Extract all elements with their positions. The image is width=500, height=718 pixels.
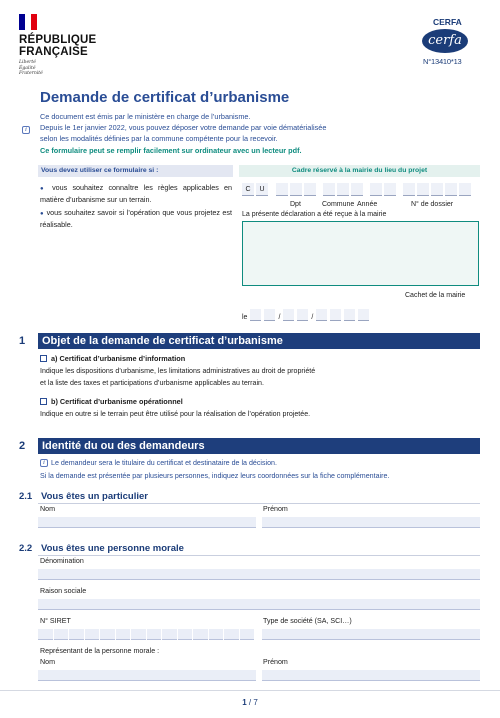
prenom-field[interactable]: [262, 517, 480, 528]
label-dossier: N° de dossier: [411, 201, 454, 208]
republic-line-1: RÉPUBLIQUE: [19, 34, 97, 46]
stamp-label: Cachet de la mairie: [405, 292, 466, 299]
date-cell[interactable]: [330, 309, 341, 321]
dpt-cell[interactable]: [276, 183, 288, 196]
siret-digit-cell[interactable]: [162, 629, 177, 640]
siret-digit-cell[interactable]: [147, 629, 162, 640]
usage-bullet-1-text: vous souhaitez connaître les règles applicables en matière d’urbanisme sur un terrain.: [40, 183, 232, 204]
annee-cell[interactable]: [384, 183, 396, 196]
republic-motto: [19, 60, 43, 77]
siret-digit-cell[interactable]: [54, 629, 69, 640]
representant-prenom-label: Prénom: [263, 658, 288, 666]
siret-label: N° SIRET: [40, 617, 71, 625]
prenom-label: Prénom: [263, 505, 288, 513]
subsection-divider: [38, 555, 480, 556]
republique-francaise-flag: [19, 14, 37, 30]
date-cell[interactable]: [297, 309, 308, 321]
nom-label: Nom: [40, 505, 55, 513]
dossier-number-cells: [242, 183, 471, 196]
republique-francaise-logo-text: [19, 34, 96, 58]
dossier-cell[interactable]: [417, 183, 429, 196]
usage-heading: Vous devez utiliser ce formulaire si :: [38, 165, 233, 177]
date-separator: /: [278, 314, 281, 321]
siret-digit-cell[interactable]: [224, 629, 239, 640]
usage-bullet-2-text: vous souhaitez savoir si l’opération que vous projetez est réalisable.: [40, 208, 233, 229]
type-societe-field[interactable]: [262, 629, 480, 640]
denomination-field[interactable]: [38, 569, 480, 580]
dossier-cell[interactable]: [403, 183, 415, 196]
option-a-text-1: Indique les dispositions d’urbanisme, les limitations administratives au droit de propriété: [40, 367, 316, 375]
date-prefix: le: [242, 314, 248, 321]
usage-bullet-1: [40, 183, 232, 205]
siret-cells: [38, 629, 254, 640]
bullet-dot-icon: ●: [40, 211, 45, 217]
option-a-title: a) Certificat d’urbanisme d’information: [51, 354, 186, 363]
cerfa-logo: cerfa: [422, 29, 468, 53]
siret-digit-cell[interactable]: [38, 629, 53, 640]
motto-fraternite: Fraternité: [19, 71, 43, 77]
received-text: La présente déclaration a été reçue à la mairie: [242, 211, 387, 218]
annee-cell[interactable]: [370, 183, 382, 196]
date-cell[interactable]: [264, 309, 275, 321]
subsection-2-1-title: Vous êtes un particulier: [41, 491, 148, 502]
nom-field[interactable]: [38, 517, 256, 528]
republic-line-2: FRANÇAISE: [19, 46, 88, 58]
dossier-cell[interactable]: [445, 183, 457, 196]
dpt-cell[interactable]: [304, 183, 316, 196]
page-total: / 7: [248, 698, 258, 707]
label-dpt: Dpt: [290, 201, 301, 208]
cerfa-number: N°13410*13: [423, 57, 462, 66]
option-b-title: b) Certificat d’urbanisme opérationnel: [51, 397, 183, 406]
subsection-2-2-number: 2.2: [19, 543, 33, 554]
dossier-cell[interactable]: [431, 183, 443, 196]
type-societe-label: Type de société (SA, SCI…): [263, 617, 352, 625]
date-cell[interactable]: [358, 309, 369, 321]
option-b-text: Indique en outre si le terrain peut être utilisé pour la réalisation de l’opération projetée.: [40, 410, 311, 418]
section-2-number: 2: [19, 440, 26, 452]
flag-red-stripe: [31, 14, 37, 30]
date-cell[interactable]: [283, 309, 294, 321]
intro-pdf-note: Ce formulaire peut se remplir facilement sur ordinateur avec un lecteur pdf.: [40, 146, 302, 155]
siret-digit-cell[interactable]: [85, 629, 100, 640]
info-icon: i: [40, 459, 48, 467]
raison-sociale-label: Raison sociale: [40, 587, 87, 595]
intro-line-1: Ce document est émis par le ministère en charge de l’urbanisme.: [40, 112, 251, 121]
option-a-checkbox[interactable]: [40, 355, 47, 362]
siret-digit-cell[interactable]: [100, 629, 115, 640]
subsection-divider: [38, 503, 480, 504]
intro-line-3: selon les modalités définies par la commune compétente pour la recevoir.: [40, 134, 278, 143]
siret-digit-cell[interactable]: [116, 629, 131, 640]
cu-letter-u: U: [256, 183, 268, 196]
denomination-label: Dénomination: [40, 557, 84, 565]
siret-digit-cell[interactable]: [178, 629, 193, 640]
section-2-title: Identité du ou des demandeurs: [38, 438, 480, 454]
date-cell[interactable]: [250, 309, 261, 321]
cu-letter-c: C: [242, 183, 254, 196]
subsection-2-2-title: Vous êtes une personne morale: [41, 543, 184, 554]
dpt-cell[interactable]: [290, 183, 302, 196]
raison-sociale-field[interactable]: [38, 599, 480, 610]
label-commune: Commune: [322, 201, 355, 208]
footer-divider: [0, 690, 500, 691]
commune-cell[interactable]: [337, 183, 349, 196]
representant-nom-label: Nom: [40, 658, 55, 666]
date-cell[interactable]: [316, 309, 327, 321]
reception-date: [242, 309, 369, 321]
motto-liberte: Liberté: [19, 60, 36, 65]
usage-bullet-2: [40, 208, 232, 230]
page-indicator: [0, 698, 500, 707]
representant-label: Représentant de la personne morale :: [40, 647, 160, 655]
representant-prenom-field[interactable]: [262, 670, 480, 681]
bullet-dot-icon: ●: [40, 186, 47, 192]
commune-cell[interactable]: [351, 183, 363, 196]
label-annee: Année: [357, 201, 378, 208]
option-b-checkbox[interactable]: [40, 398, 47, 405]
section-1-title: Objet de la demande de certificat d’urbanisme: [38, 333, 480, 349]
dossier-cell[interactable]: [459, 183, 471, 196]
siret-digit-cell[interactable]: [193, 629, 208, 640]
info-icon: i: [22, 126, 30, 134]
motto-egalite: Égalité: [19, 65, 36, 71]
subsection-2-1-number: 2.1: [19, 491, 33, 502]
reserved-heading: Cadre réservé à la mairie du lieu du projet: [239, 165, 480, 177]
representant-nom-field[interactable]: [38, 670, 256, 681]
stamp-area[interactable]: [242, 221, 479, 286]
siret-digit-cell[interactable]: [209, 629, 224, 640]
date-cell[interactable]: [344, 309, 355, 321]
commune-cell[interactable]: [323, 183, 335, 196]
section-2-info-1: Le demandeur sera le titulaire du certificat et destinataire de la décision.: [51, 459, 277, 467]
section-2-info-2: Si la demande est présentée par plusieurs personnes, indiquez leurs coordonnées sur la fiche complémentaire.: [40, 472, 390, 480]
intro-line-2: Depuis le 1er janvier 2022, vous pouvez déposer votre demande par voie dématérialisée: [40, 123, 327, 132]
siret-digit-cell[interactable]: [240, 629, 255, 640]
siret-digit-cell[interactable]: [69, 629, 84, 640]
option-a-text-2: et la liste des taxes et participations d’urbanisme applicables au terrain.: [40, 379, 264, 387]
page-current: 1: [242, 698, 247, 707]
page-title: Demande de certificat d’urbanisme: [40, 89, 290, 106]
date-separator: /: [311, 314, 314, 321]
cerfa-label: CERFA: [433, 17, 462, 27]
siret-digit-cell[interactable]: [131, 629, 146, 640]
section-1-number: 1: [19, 335, 26, 347]
